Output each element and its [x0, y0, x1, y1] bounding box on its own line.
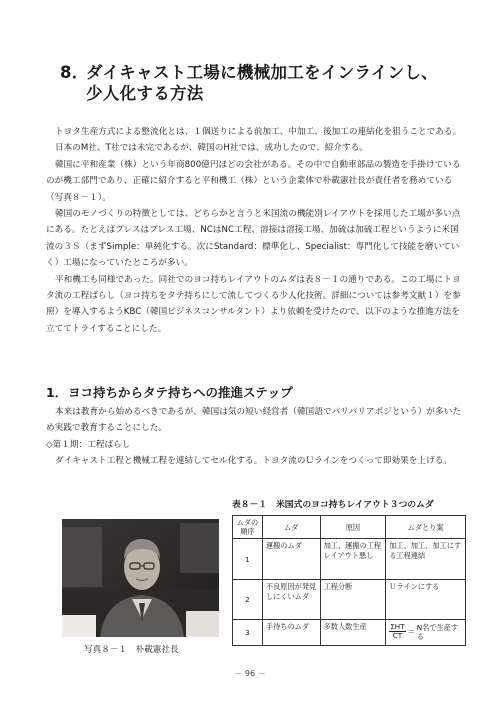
table-cell-remedy: Ｕラインにする	[386, 580, 466, 620]
intro-paragraph-1: トヨタ生産方式による整流化とは、１個送りによる前加工、中加工、後加工の連結化を狙うことである。	[55, 127, 462, 137]
table-cell-cause: 多数人数生産	[320, 620, 386, 646]
page-number: － 96 －	[234, 669, 266, 678]
table-row	[233, 620, 466, 646]
chapter-number: 8．	[60, 63, 89, 82]
table-row	[233, 580, 466, 620]
table-cell-muda: 運搬のムダ	[262, 539, 320, 580]
intro-text	[46, 124, 462, 337]
chapter-title	[60, 62, 480, 104]
formula-suffix: N名で生産する	[416, 622, 459, 641]
muda-table	[232, 515, 466, 646]
section-number: 1．	[46, 385, 68, 400]
table-cell-muda: 不良原因が発見しにくいムダ	[262, 580, 320, 620]
table-header-order: ムダの順序	[233, 516, 263, 539]
formula-fraction	[389, 623, 405, 640]
president-photo-image	[62, 519, 219, 637]
table-header-cause: 原因	[320, 516, 386, 539]
table-header-muda: ムダ	[262, 516, 320, 539]
intro-paragraph-2: 日本のM社、T社では未完であるが、韓国のH社では、成功したので、紹介する。	[55, 143, 368, 154]
intro-paragraph-5: 平和機工も同様であった。同社でのヨコ持ちレイアウトのムダは表８－１の通りである。この工場にトヨタ流の工程ばらし（ヨコ持ちをタテ持ちにして流してつくる少人化技術。詳細については参考文献１）を参照）を導入するようKBC（韓国ビジネスコンサルタント）より依頼を受けたので、以下のような推進方法を立ててトライすることにした。	[46, 274, 461, 334]
table-cell-order: 1	[233, 539, 263, 580]
section-paragraph: 本来は教育から始めるべきであるが、韓国は気の短い経営者（韓国語でパリパリアボジという）が多いため実践で教育することにした。	[46, 407, 461, 434]
step-heading: ◇第１期：工程ばらし	[46, 439, 131, 450]
intro-paragraph-3: 韓国に平和産業（株）という年商800億円ほどの会社がある。その中で自動車部品の製造を手掛けているのが機工部門であり、正確に紹介すると平和機工（株）という企業体で朴載憲社長が責任者を務めている（写真８－１）。	[46, 159, 461, 203]
formula-denominator: CT	[392, 631, 403, 641]
chapter-title-line1: ダイキャスト工場に機械加工をインラインし、	[86, 63, 438, 82]
table-header-remedy: ムダとり案	[386, 516, 466, 539]
table-cell-cause: 加工、運搬の工程レイアウト悪し	[320, 539, 386, 580]
table-cell-cause: 工程分断	[320, 580, 386, 620]
section-text	[46, 404, 462, 470]
table-cell-order: 3	[233, 620, 263, 646]
step-paragraph: ダイキャスト工程と機械工程を連結してセル化する。トヨタ流のＵラインをつくって即効果を上げる。	[55, 456, 453, 467]
table-cell-muda: 手待ちのムダ	[262, 620, 320, 646]
president-photo	[62, 519, 219, 637]
chapter-title-line2: 少人化する方法	[86, 84, 204, 103]
formula-equals: ＝	[407, 627, 415, 637]
table-cell-order: 2	[233, 580, 263, 620]
remedy-formula	[389, 623, 462, 641]
table-caption: 表８－１ 米国式のヨコ持ちレイアウト３つのムダ	[232, 500, 434, 510]
formula-numerator: ΣHT	[390, 622, 405, 632]
table-row	[233, 539, 466, 580]
intro-paragraph-4: 韓国のモノづくりの特徴としては、どちらかと言うと米国流の機能別レイアウトを採用した工場が多い点にある。たとえばプレスはプレス工場、NCはNC工程、溶接は溶接工場、加硫は加硫工程というように米国流の３Ｓ（まずSimple：単純化する。次にStandard：標準化し、Specialist：専門化して技能を磨いていく）工場になっていたところが多い。	[46, 209, 461, 269]
section-heading	[46, 383, 293, 401]
photo-caption: 写真８－１ 朴載憲社長	[84, 645, 179, 655]
section-title: ヨコ持ちからタテ持ちへの推進ステップ	[68, 385, 293, 400]
table-cell-remedy: 加工、加工、加工にする工程連結	[386, 539, 466, 580]
table-header-row	[233, 516, 466, 539]
table-cell-remedy	[386, 620, 466, 646]
